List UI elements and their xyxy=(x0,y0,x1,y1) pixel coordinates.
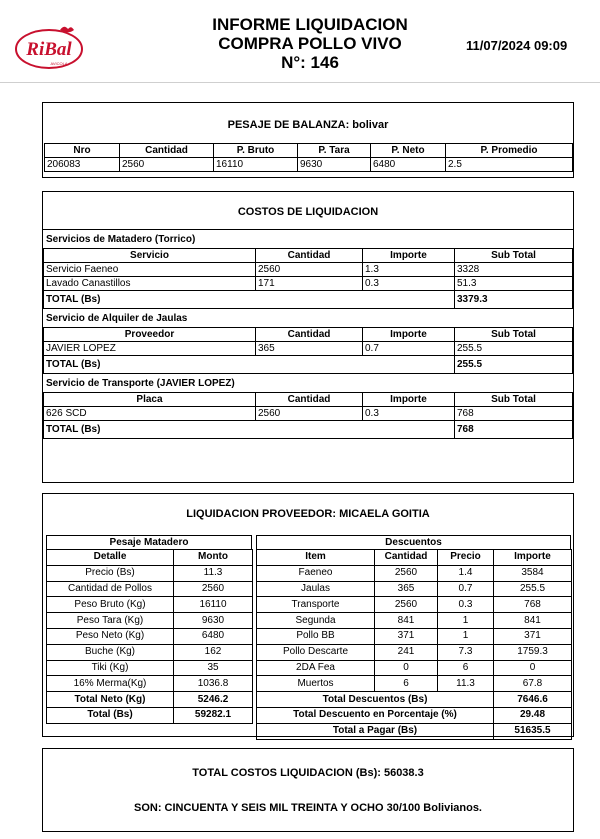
matadero-table xyxy=(43,248,573,309)
detalle-cell: Peso Tara (Kg) xyxy=(47,613,174,629)
monto-cell: 1036.8 xyxy=(174,676,253,692)
col-header: Importe xyxy=(363,328,455,342)
cell: Lavado Canastillos xyxy=(44,277,256,291)
table-row xyxy=(47,676,253,692)
amount-in-words: SON: CINCUENTA Y SEIS MIL TREINTA Y OCHO 30/100 Bolivianos. xyxy=(133,802,482,814)
monto-cell: 2560 xyxy=(174,581,253,597)
detalle-cell: Buche (Kg) xyxy=(47,644,174,660)
item-cell: Muertos xyxy=(257,676,375,692)
importe-cell: 1759.3 xyxy=(494,644,572,660)
col-header: Proveedor xyxy=(44,328,256,342)
total-neto-value: 5246.2 xyxy=(174,692,253,708)
matadero-label: Servicios de Matadero (Torrico) xyxy=(43,229,573,248)
monto-cell: 11.3 xyxy=(174,565,253,581)
total-value: 768 xyxy=(455,421,573,439)
col-header: Cantidad xyxy=(120,144,214,158)
importe-cell: 371 xyxy=(494,628,572,644)
col-header: Placa xyxy=(44,393,256,407)
total-row xyxy=(44,356,573,374)
table-row xyxy=(257,676,572,692)
monto-cell: 35 xyxy=(174,660,253,676)
table-row xyxy=(257,613,572,629)
importe-cell: 3584 xyxy=(494,565,572,581)
cell: 0.3 xyxy=(363,407,455,421)
cantidad-cell: 2560 xyxy=(375,565,438,581)
precio-cell: 7.3 xyxy=(438,644,494,660)
monto-cell: 16110 xyxy=(174,597,253,613)
item-cell: Segunda xyxy=(257,613,375,629)
col-header: Monto xyxy=(174,550,253,566)
cantidad-cell: 371 xyxy=(375,628,438,644)
cell-p-tara: 9630 xyxy=(298,158,371,172)
descuentos-block xyxy=(256,535,571,740)
item-cell: Faeneo xyxy=(257,565,375,581)
importe-cell: 841 xyxy=(494,613,572,629)
cantidad-cell: 2560 xyxy=(375,597,438,613)
table-row xyxy=(44,277,573,291)
table-row xyxy=(257,597,572,613)
cell: 255.5 xyxy=(455,342,573,356)
item-cell: Jaulas xyxy=(257,581,375,597)
table-row xyxy=(44,342,573,356)
col-header: Nro xyxy=(45,144,120,158)
col-header: Importe xyxy=(363,249,455,263)
detalle-cell: Peso Bruto (Kg) xyxy=(47,597,174,613)
total-neto-label: Total Neto (Kg) xyxy=(47,692,174,708)
costos-title: COSTOS DE LIQUIDACION xyxy=(237,206,379,218)
col-header: Servicio xyxy=(44,249,256,263)
importe-cell: 0 xyxy=(494,660,572,676)
col-header: Sub Total xyxy=(455,249,573,263)
cell: Servicio Faeneo xyxy=(44,263,256,277)
precio-cell: 6 xyxy=(438,660,494,676)
table-row xyxy=(47,613,253,629)
cell: 2560 xyxy=(256,407,363,421)
pesaje-header-row xyxy=(45,144,573,158)
table-row xyxy=(257,581,572,597)
cell: 0.7 xyxy=(363,342,455,356)
table-row xyxy=(257,660,572,676)
porcentaje-value: 29.48 xyxy=(494,707,572,723)
col-header: Detalle xyxy=(47,550,174,566)
header-row xyxy=(47,550,253,566)
cell-p-promedio: 2.5 xyxy=(446,158,573,172)
transporte-table xyxy=(43,392,573,439)
report-header xyxy=(0,0,600,84)
pesaje-matadero-table xyxy=(46,549,253,724)
cantidad-cell: 841 xyxy=(375,613,438,629)
pesaje-matadero-title: Pesaje Matadero xyxy=(46,535,252,549)
cell: 2560 xyxy=(256,263,363,277)
total-value: 255.5 xyxy=(455,356,573,374)
detalle-cell: Tiki (Kg) xyxy=(47,660,174,676)
col-header: Cantidad xyxy=(256,393,363,407)
col-header: Importe xyxy=(494,550,572,566)
total-value: 3379.3 xyxy=(455,291,573,309)
item-cell: 2DA Fea xyxy=(257,660,375,676)
cantidad-cell: 6 xyxy=(375,676,438,692)
table-row xyxy=(47,581,253,597)
cell-nro: 206083 xyxy=(45,158,120,172)
table-row xyxy=(47,660,253,676)
svg-text:AVICOLA: AVICOLA xyxy=(50,61,68,66)
cell: 3328 xyxy=(455,263,573,277)
cantidad-cell: 365 xyxy=(375,581,438,597)
ribal-logo xyxy=(14,24,84,70)
total-label: TOTAL (Bs) xyxy=(44,291,455,309)
table-row xyxy=(257,628,572,644)
precio-cell: 0.7 xyxy=(438,581,494,597)
col-header: Item xyxy=(257,550,375,566)
col-header: Precio xyxy=(438,550,494,566)
cell: 365 xyxy=(256,342,363,356)
col-header: P. Tara xyxy=(298,144,371,158)
pesaje-title: PESAJE DE BALANZA: bolivar xyxy=(227,119,389,131)
cell: 51.3 xyxy=(455,277,573,291)
total-descuentos-row xyxy=(257,692,572,708)
total-label: TOTAL (Bs) xyxy=(44,421,455,439)
detalle-cell: Peso Neto (Kg) xyxy=(47,628,174,644)
transporte-header-row xyxy=(44,393,573,407)
item-cell: Pollo Descarte xyxy=(257,644,375,660)
table-row xyxy=(257,644,572,660)
report-title xyxy=(150,15,470,72)
table-row xyxy=(47,628,253,644)
col-header: Importe xyxy=(363,393,455,407)
porcentaje-row xyxy=(257,707,572,723)
total-pagar-label: Total a Pagar (Bs) xyxy=(257,723,494,739)
table-row xyxy=(257,565,572,581)
precio-cell: 1 xyxy=(438,628,494,644)
table-row xyxy=(47,565,253,581)
report-datetime: 11/07/2024 09:09 xyxy=(466,38,568,53)
cell-p-bruto: 16110 xyxy=(214,158,298,172)
descuentos-title: Descuentos xyxy=(256,535,571,549)
total-neto-row xyxy=(47,692,253,708)
total-bs-row xyxy=(47,707,253,723)
transporte-label: Servicio de Transporte (JAVIER LOPEZ) xyxy=(46,378,235,389)
importe-cell: 67.8 xyxy=(494,676,572,692)
col-header: P. Promedio xyxy=(446,144,573,158)
precio-cell: 0.3 xyxy=(438,597,494,613)
descuentos-table xyxy=(256,549,572,740)
col-header: Sub Total xyxy=(455,328,573,342)
importe-cell: 255.5 xyxy=(494,581,572,597)
col-header: Cantidad xyxy=(256,328,363,342)
costos-liquidacion-section xyxy=(42,191,574,483)
precio-cell: 11.3 xyxy=(438,676,494,692)
header-row xyxy=(257,550,572,566)
total-descuentos-label: Total Descuentos (Bs) xyxy=(257,692,494,708)
total-label: TOTAL (Bs) xyxy=(44,356,455,374)
jaulas-header-row xyxy=(44,328,573,342)
liquidacion-title: LIQUIDACION PROVEEDOR: MICAELA GOITIA xyxy=(186,508,430,520)
total-descuentos-value: 7646.6 xyxy=(494,692,572,708)
table-row xyxy=(45,158,573,172)
pesaje-table xyxy=(44,143,573,172)
total-pagar-row xyxy=(257,723,572,739)
monto-cell: 162 xyxy=(174,644,253,660)
col-header: Sub Total xyxy=(455,393,573,407)
col-header: Cantidad xyxy=(375,550,438,566)
cell: 1.3 xyxy=(363,263,455,277)
cell: JAVIER LOPEZ xyxy=(44,342,256,356)
item-cell: Transporte xyxy=(257,597,375,613)
table-row xyxy=(44,263,573,277)
title-line-2: COMPRA POLLO VIVO xyxy=(218,34,402,53)
monto-cell: 6480 xyxy=(174,628,253,644)
pesaje-matadero-block xyxy=(46,535,252,724)
cell: 626 SCD xyxy=(44,407,256,421)
monto-cell: 9630 xyxy=(174,613,253,629)
porcentaje-label: Total Descuento en Porcentaje (%) xyxy=(257,707,494,723)
cell-p-neto: 6480 xyxy=(371,158,446,172)
cell: 768 xyxy=(455,407,573,421)
total-bs-value: 59282.1 xyxy=(174,707,253,723)
item-cell: Pollo BB xyxy=(257,628,375,644)
col-header: Cantidad xyxy=(256,249,363,263)
total-bs-label: Total (Bs) xyxy=(47,707,174,723)
detalle-cell: Cantidad de Pollos xyxy=(47,581,174,597)
pesaje-balanza-section xyxy=(42,102,574,178)
detalle-cell: 16% Merma(Kg) xyxy=(47,676,174,692)
total-row xyxy=(44,291,573,309)
detalle-cell: Precio (Bs) xyxy=(47,565,174,581)
matadero-header-row xyxy=(44,249,573,263)
col-header: P. Neto xyxy=(371,144,446,158)
header-divider xyxy=(0,82,600,83)
jaulas-table xyxy=(43,327,573,374)
liquidacion-proveedor-section xyxy=(42,493,574,737)
cantidad-cell: 241 xyxy=(375,644,438,660)
table-row xyxy=(47,597,253,613)
col-header: P. Bruto xyxy=(214,144,298,158)
importe-cell: 768 xyxy=(494,597,572,613)
jaulas-label: Servicio de Alquiler de Jaulas xyxy=(46,313,188,324)
total-costos-liquidacion: TOTAL COSTOS LIQUIDACION (Bs): 56038.3 xyxy=(192,767,424,779)
cantidad-cell: 0 xyxy=(375,660,438,676)
precio-cell: 1.4 xyxy=(438,565,494,581)
precio-cell: 1 xyxy=(438,613,494,629)
total-pagar-value: 51635.5 xyxy=(494,723,572,739)
cell-cantidad: 2560 xyxy=(120,158,214,172)
table-row xyxy=(44,407,573,421)
table-row xyxy=(47,644,253,660)
total-summary-section xyxy=(42,748,574,832)
title-line-1: INFORME LIQUIDACION xyxy=(212,15,408,34)
total-row xyxy=(44,421,573,439)
cell: 171 xyxy=(256,277,363,291)
report-number: N°: 146 xyxy=(281,53,339,72)
svg-text:RiBal: RiBal xyxy=(26,39,72,60)
cell: 0.3 xyxy=(363,277,455,291)
